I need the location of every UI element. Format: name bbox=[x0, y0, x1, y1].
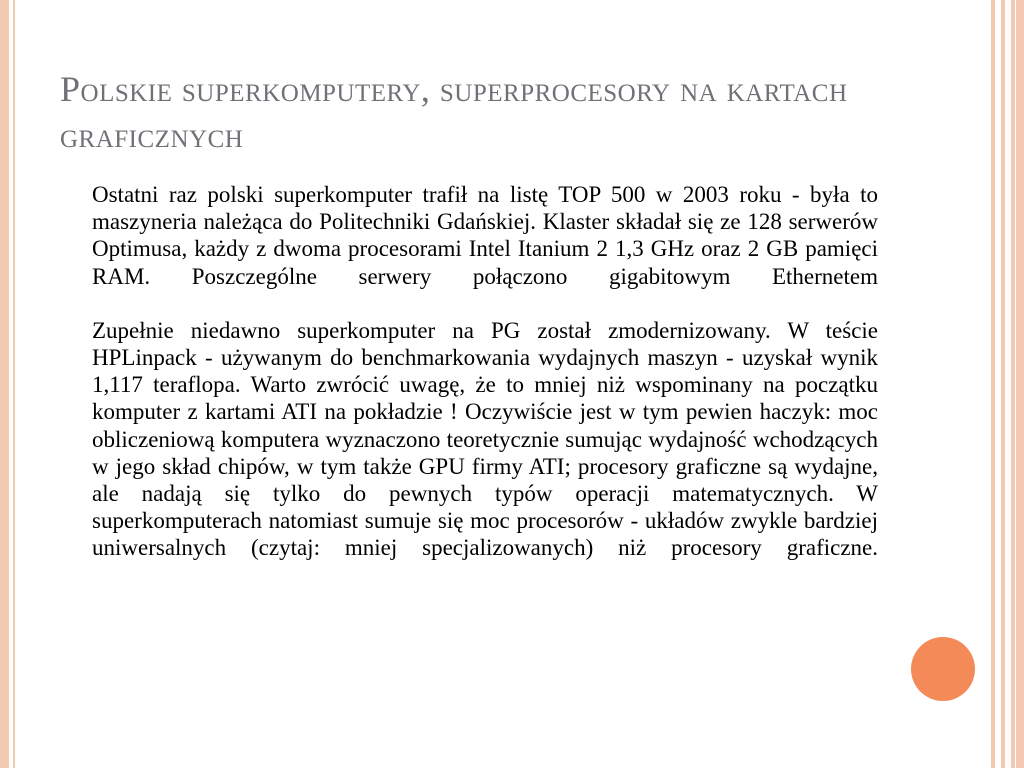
slide-body bbox=[92, 181, 878, 562]
paragraph-1: Ostatni raz polski superkomputer trafił na listę TOP 500 w 2003 roku - była to maszyneria należąca do Politechniki Gdańskiej. Klaster składał się ze 128 serwerów Optimusa, każdy z dwoma procesorami Intel Itanium 2 1,3 GHz oraz 2 GB pamięci RAM. Poszczególne serwery połączono gigabitowym Ethernetem bbox=[92, 182, 878, 289]
left-border-line bbox=[13, 0, 15, 768]
right-border-bar bbox=[1016, 0, 1024, 768]
left-border-bar bbox=[0, 0, 9, 768]
paragraph-2: Zupełnie niedawno superkomputer na PG został zmodernizowany. W teście HPLinpack - używanym do benchmarkowania wydajnych maszyn - uzyskał wynik 1,117 teraflopa. Warto zwrócić uwagę, że to mniej niż wspominany na początku komputer z kartami ATI na pokładzie ! Oczywiście jest w tym pewien haczyk: moc obliczeniową komputera wyznaczono teoretycznie sumując wydajność wchodzących w jego skład chipów, w tym także GPU firmy ATI; procesory graficzne są wydajne, ale nadają się tylko do pewnych typów operacji matematycznych. W superkomputerach natomiast sumuje się moc procesorów - układów zwykle bardziej uniwersalnych (czytaj: mniej specjalizowanych) niż procesory graficzne. bbox=[92, 317, 878, 561]
decorative-circle bbox=[911, 637, 975, 701]
slide-title: Polskie superkomputery, superprocesory na kartach graficznych bbox=[60, 69, 848, 155]
